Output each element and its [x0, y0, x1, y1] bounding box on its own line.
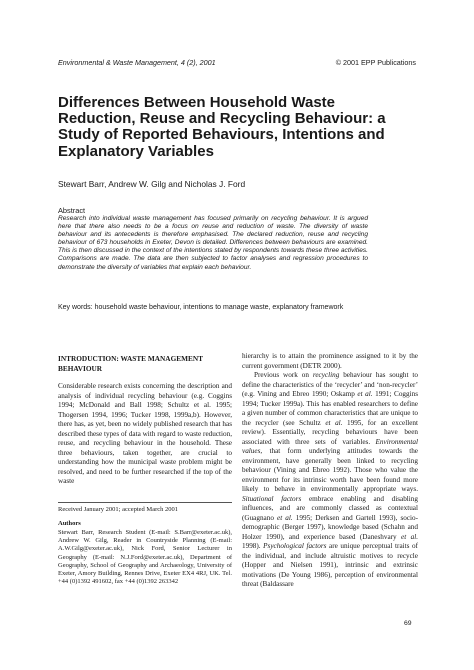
right-column	[242, 352, 418, 590]
right-paragraph-2	[242, 371, 418, 590]
authors-heading: Authors	[58, 520, 81, 527]
text-run-italic: Environmental values	[242, 437, 418, 455]
author-list: Stewart Barr, Andrew W. Gilg and Nicholas J. Ford	[58, 179, 246, 189]
running-header	[58, 58, 416, 67]
text-run-italic: et al.	[325, 418, 343, 427]
section-heading-introduction: INTRODUCTION: WASTE MANAGEMENT BEHAVIOUR	[58, 354, 203, 373]
abstract-text: Research into individual waste management has focused primarily on recycling behaviour. It is argued here that there also needs to be a focus on reuse and reduction of waste. The diversity of waste behaviour and its antecedents is therefore emphasised. The declared reduction, reuse and recycling behaviour of 673 households in Exeter, Devon is detailed. Differences between behaviours are examined. This is then discussed in the context of the intentions stated by respondents towards these three activities. Comparisons are made. The data are then subjected to factor analyses and regression procedures to demonstrate the diversity of variables that explain each behaviour.	[58, 215, 368, 271]
text-run: Previous work on	[254, 371, 313, 379]
right-paragraph-1: hierarchy is to attain the prominence assigned to it by the current government (DETR 2000).	[242, 352, 418, 370]
text-run: embrace enabling and disabling influences, and are commonly classed as contextual (Guagnano	[242, 494, 418, 522]
keywords-label: Key words:	[58, 304, 93, 311]
authors-affiliation: Stewart Barr, Research Student (E-mail: S.Barr@exeter.ac.uk), Andrew W. Gilg, Reader in Countryside Planning (E-mail: A.W.Gilg@exeter.ac.uk), Nick Ford, Senior Lecturer in Geography (E-mail: N.J.Ford@exeter.ac.uk), Department of Geography, School of Geography and Archaeology, University of Exeter, Amory Building, Rennes Drive, Exeter EX4 4RJ, UK. Tel. +44 (0)1392 491602, fax +44 (0)1392 263342	[58, 529, 232, 586]
page-number: 69	[404, 620, 412, 627]
left-column	[58, 354, 232, 487]
copyright-notice: © 2001 EPP Publications	[335, 58, 416, 67]
keywords-text: household waste behaviour, intentions to manage waste, explanatory framework	[94, 304, 344, 311]
text-run-italic: Situational factors	[242, 494, 302, 503]
text-run-italic: et al.	[357, 390, 373, 398]
text-run-italic: et al.	[277, 513, 293, 522]
text-run: 1991; Coggins 1994; Tucker 1999a). This has enabled researchers to define a given number of common characteristics that are unique to the recycler (see Schultz	[242, 390, 418, 427]
journal-citation: Environmental & Waste Management, 4 (2), 2001	[58, 58, 216, 67]
text-run: 1995, for an excellent review). Essentially, recycling behaviours have been associated with three sets of variables.	[242, 418, 418, 446]
keywords	[58, 303, 416, 312]
text-run: 1995; Derksen and Gartell 1993), socio-demographic (Berger 1997), knowledge based (Schahn and Holzer 1990), and experience based (Daneshvary	[242, 513, 419, 541]
text-run-italic: recycling	[312, 371, 340, 379]
footnote-divider	[58, 502, 232, 503]
text-run: behaviour has sought to define the characteristics of the ‘recycler’ and ‘non-recycler’ (e.g. Vining and Ebreo 1990; Oskamp	[242, 371, 418, 398]
text-run: are unique perceptual traits of the individual, and include altruistic motives to recycle (Hopper and Nielsen 1991), intrinsic and extrinsic motivations (De Young 1986), perception of environmental threat (Baldassare	[242, 542, 418, 588]
received-date: Received January 2001; accepted March 2001	[58, 506, 179, 513]
article-title: Differences Between Household Waste Reduction, Reuse and Recycling Behaviour: a Study of Reported Behaviours, Intentions and Explanatory Variables	[58, 94, 386, 160]
text-run-italic: Psychological factors	[263, 542, 327, 550]
text-run-italic: et al.	[401, 532, 418, 541]
text-run: , that form underlying attitudes towards the environment, have generally been linked to recycling behaviour (Vining and Ebreo 1992). Those who value the environment for its intrinsic worth have been found more likely to behave in environmentally appropriate ways.	[242, 447, 418, 493]
intro-paragraph: Considerable research exists concerning the description and analysis of individual recycling behaviour (e.g. Coggins 1994; McDonald and Ball 1998; Schultz et al. 1995; Thogersen 1994, 1996; Tucker 1998, 1999a,b). However, there has, as yet, been no widely published research that has described these types of data with regard to waste reduction, reuse, and recycling behaviour in the household. These three behaviours, taken together, are crucial to understanding how the municipal waste problem might be resolved, and need to be further researched if the top of the waste	[58, 382, 232, 485]
abstract-heading: Abstract	[58, 206, 86, 215]
text-run: 1998).	[242, 542, 264, 550]
